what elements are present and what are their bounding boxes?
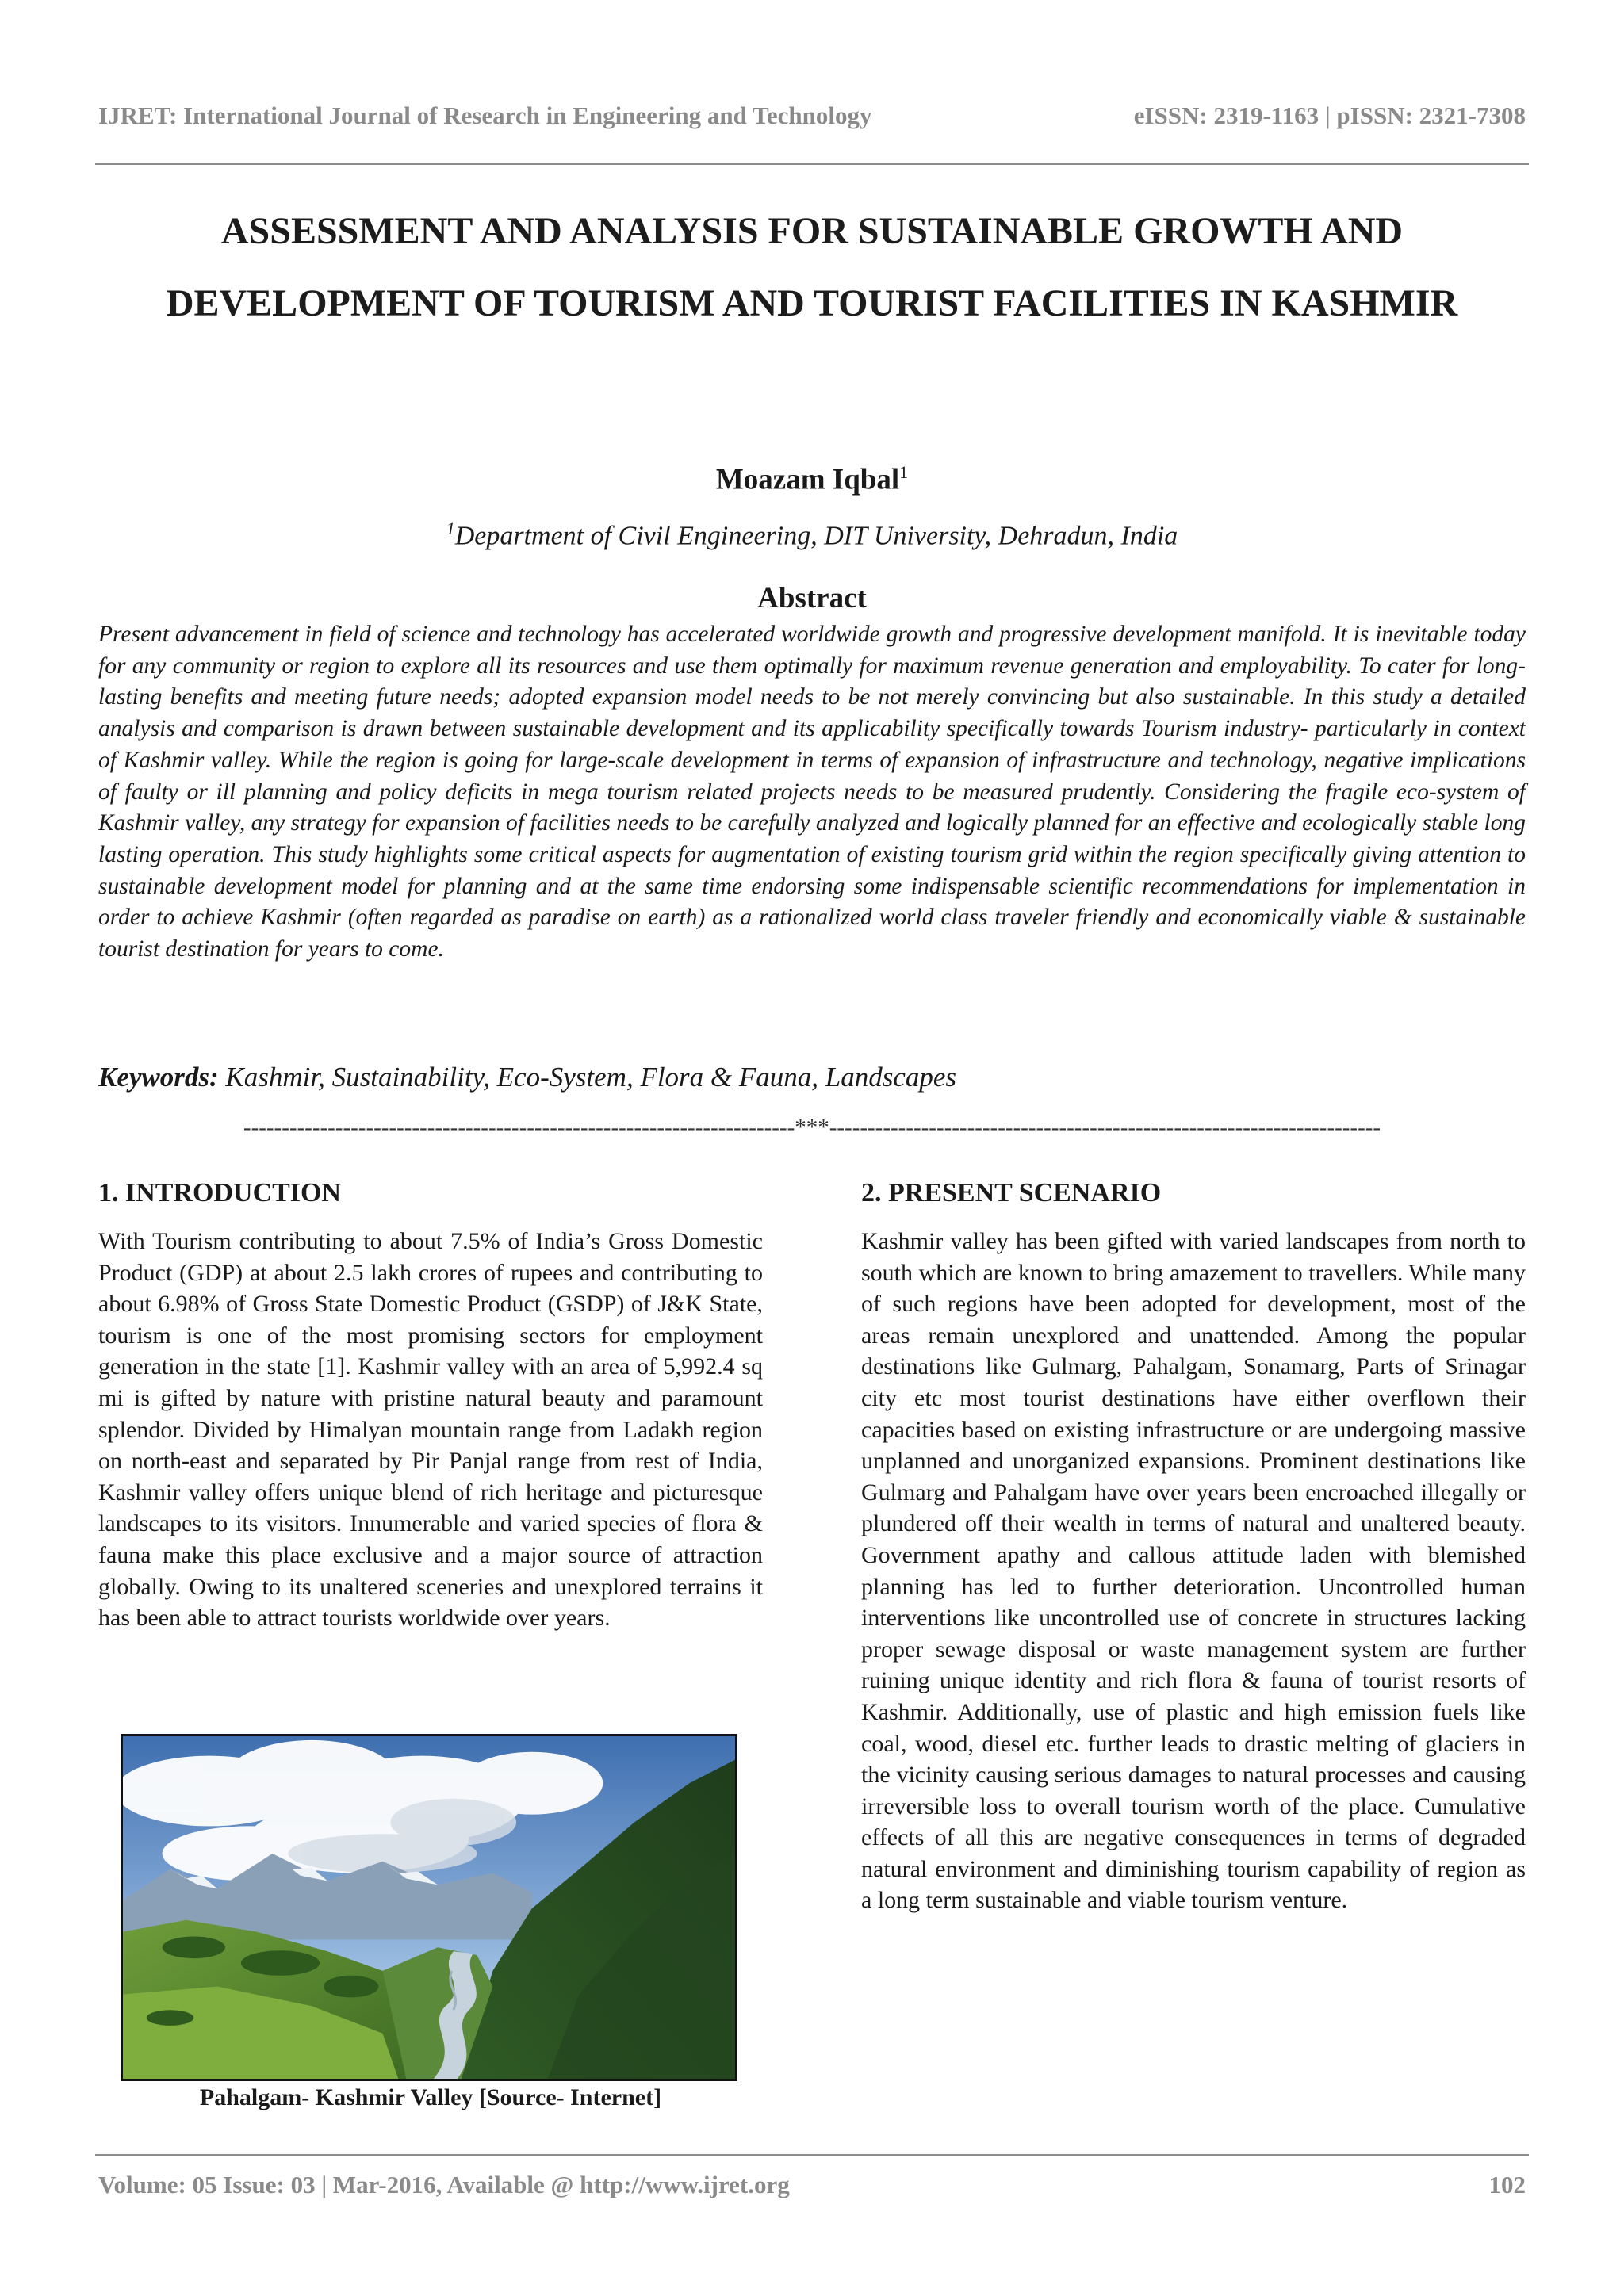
- abstract-heading: Abstract: [757, 582, 867, 614]
- keywords-label: Keywords:: [98, 1062, 219, 1093]
- page-footer: [98, 2169, 1526, 2201]
- left-column: [98, 1177, 763, 1634]
- affiliation-superscript: 1: [446, 519, 455, 538]
- figure-caption: Pahalgam- Kashmir Valley [Source- Internet]: [199, 2084, 662, 2110]
- pahalgam-valley-photo: [121, 1734, 737, 2081]
- introduction-heading: 1. INTRODUCTION: [98, 1178, 342, 1207]
- issn-numbers: eISSN: 2319-1163 | pISSN: 2321-7308: [1133, 101, 1526, 129]
- journal-name: IJRET: International Journal of Research in Engineering and Technology: [98, 101, 872, 129]
- section-separator: ------------------------------------------------------------------------***------------------------------------------------------------------------: [243, 1115, 1381, 1140]
- affiliation: Department of Civil Engineering, DIT University, Dehradun, India: [454, 521, 1178, 551]
- abstract-text: Present advancement in field of science and technology has accelerated worldwide growth and progressive development manifold. It is inevitable today for any community or region to explore all its resources and use them optimally for maximum revenue generation and employability. To cater for long-lasting benefits and meeting future needs; adopted expansion model needs to be not merely convincing but also sustainable. In this study a detailed analysis and comparison is drawn between sustainable development and its applicability specifically towards Tourism industry- particularly in context of Kashmir valley. While the region is going for large-scale development in terms of expansion of infrastructure and technology, negative implications of faulty or ill planning and policy deficits in mega tourism related projects needs to be measured prudently. Considering the fragile eco-system of Kashmir valley, any strategy for expansion of facilities needs to be carefully analyzed and logically planned for an effective and ecologically stable long lasting operation. This study highlights some critical aspects for augmentation of existing tourism grid within the region specifically giving attention to sustainable development model for planning and at the same time endorsing some indispensable scientific recommendations for implementation in order to achieve Kashmir (often regarded as paradise on earth) as a rationalized world class traveler friendly and economically viable & sustainable tourist destination for years to come.: [98, 622, 1526, 962]
- present-scenario-text: Kashmir valley has been gifted with varied landscapes from north to south which are known to bring amazement to travellers. While many of such regions have been adopted for development, most of the areas remain unexplored and unattended. Among the popular destinations like Gulmarg, Pahalgam, Sonamarg, Parts of Srinagar city etc most tourist destinations have either overflown their capacities based on existing infrastructure or are undergoing massive unplanned and unorganized expansions. Prominent destinations like Gulmarg and Pahalgam have over years been encroached illegally or plundered off their wealth in terms of natural and unaltered beauty. Government apathy and callous attitude laden with blemished planning has led to further deterioration. Uncontrolled human interventions like uncontrolled use of concrete in structures lacking proper sewage disposal or waste management system are further ruining unique identity and rich flora & fauna of tourist resorts of Kashmir. Additionally, use of plastic and high emission fuels like coal, wood, diesel etc. further leads to drastic melting of glaciers in the vicinity causing serious damages to natural processes and causing irreversible loss to overall tourism worth of the place. Cumulative effects of all this are negative consequences in terms of degraded natural environment and diminishing tourism capability of region as a long term sustainable and viable tourism venture.: [861, 1228, 1526, 1914]
- landscape-illustration: [123, 1736, 735, 2079]
- volume-issue-info: Volume: 05 Issue: 03 | Mar-2016, Available @ http://www.ijret.org: [98, 2171, 790, 2198]
- right-column: [861, 1177, 1526, 1916]
- paper-title: ASSESSMENT AND ANALYSIS FOR SUSTAINABLE GROWTH AND DEVELOPMENT OF TOURISM AND TOURIST FACILITIES IN KASHMIR: [166, 210, 1458, 324]
- keywords-line: [98, 1060, 1526, 1095]
- keywords-text: Kashmir, Sustainability, Eco-System, Flora & Fauna, Landscapes: [225, 1062, 957, 1093]
- page-number: 102: [1488, 2171, 1526, 2198]
- author-name: Moazam Iqbal: [715, 463, 900, 496]
- present-scenario-heading: 2. PRESENT SCENARIO: [861, 1178, 1162, 1207]
- introduction-text: With Tourism contributing to about 7.5% of India’s Gross Domestic Product (GDP) at about 2.5 lakh crores of rupees and contributing to about 6.98% of Gross State Domestic Product (GSDP) of J&K State, tourism is one of the most promising sectors for employment generation in the state [1]. Kashmir valley with an area of 5,992.4 sq mi is gifted by nature with pristine natural beauty and paramount splendor. Divided by Himalyan mountain range from Ladakh region on north-east and separated by Pir Panjal range from rest of India, Kashmir valley offers unique blend of rich heritage and picturesque landscapes to its visitors. Innumerable and varied species of flora & fauna make this place exclusive and a major source of attraction globally. Owing to its unaltered sceneries and unexplored terrains it has been able to attract tourists worldwide over years.: [98, 1228, 763, 1632]
- footer-rule: [95, 2154, 1529, 2156]
- author-superscript: 1: [899, 462, 909, 482]
- affiliation-line: [98, 511, 1526, 553]
- running-header: [98, 100, 1526, 132]
- header-rule: [95, 163, 1529, 165]
- author-line: [98, 455, 1526, 497]
